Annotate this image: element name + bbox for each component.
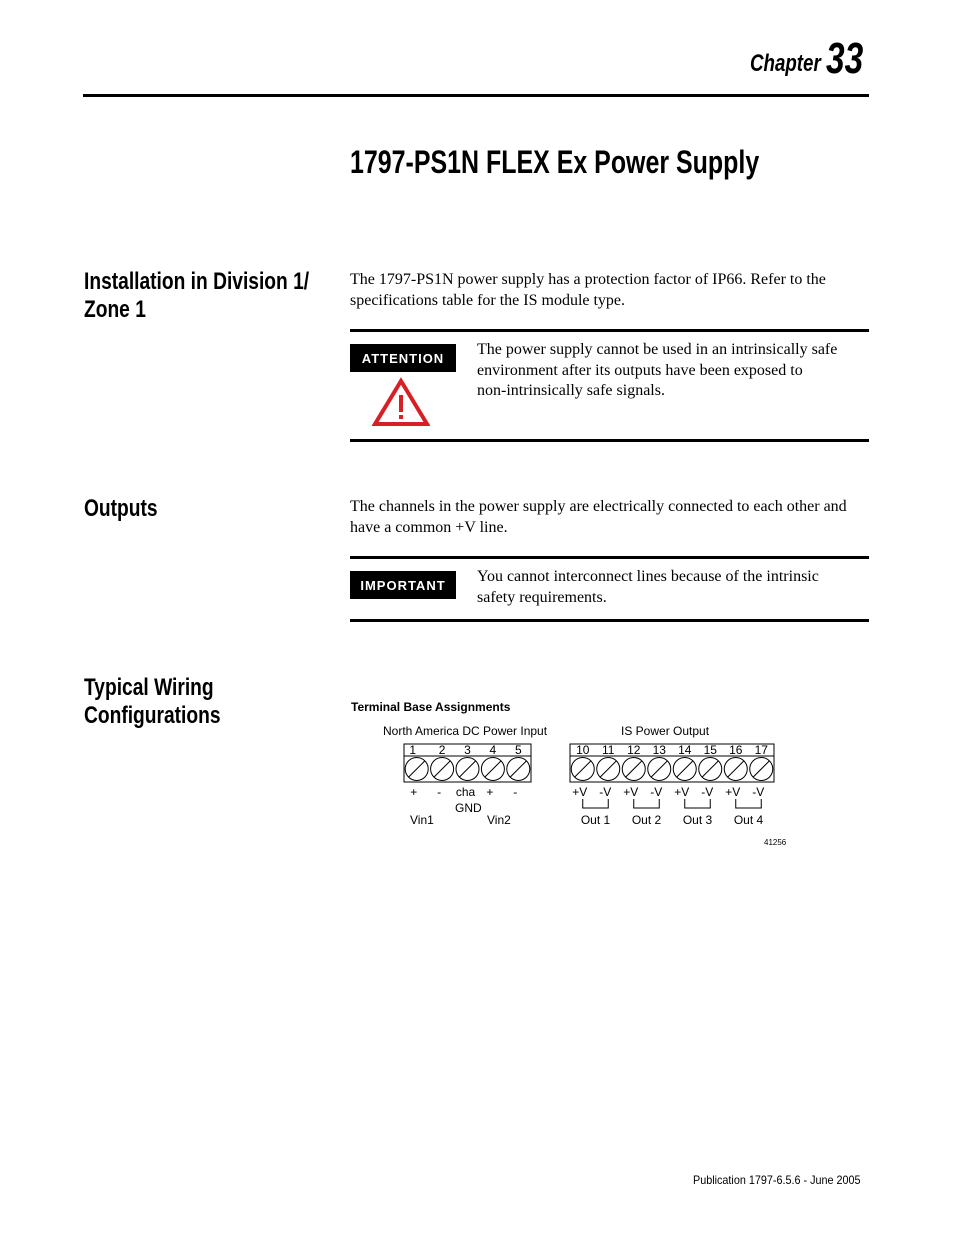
output-bracket-4 — [736, 799, 762, 808]
output-signal-8: -V — [752, 785, 765, 799]
output-terminal-screw-17 — [750, 758, 773, 781]
input-signal-extra: GND — [455, 801, 482, 815]
important-line2: safety requirements. — [477, 588, 607, 606]
installation-heading-line2: Zone 1 — [84, 296, 146, 323]
installation-heading-line1: Installation in Division 1/ — [84, 268, 310, 295]
input-group-vin1: Vin1 — [410, 813, 434, 827]
output-terminal-number-13: 13 — [652, 743, 666, 757]
output-terminal-screw-13 — [648, 758, 671, 781]
output-signal-5: +V — [674, 785, 690, 799]
input-signal-2: - — [437, 785, 442, 799]
input-signal-3: cha — [455, 785, 476, 799]
output-group-2: Out 2 — [631, 813, 662, 827]
output-terminal-number-14: 14 — [678, 743, 692, 757]
output-terminal-number-16: 16 — [729, 743, 743, 757]
input-terminal-screw-3 — [456, 758, 479, 781]
output-terminal-screw-10 — [571, 758, 594, 781]
input-signal-1: + — [410, 785, 418, 799]
input-signal-5: - — [513, 785, 518, 799]
output-terminal-number-17: 17 — [754, 743, 768, 757]
input-group-vin2: Vin2 — [487, 813, 511, 827]
chapter-number: 33 — [826, 34, 864, 83]
input-terminal-screw-4 — [481, 758, 504, 781]
input-terminal-number-5: 5 — [514, 743, 522, 757]
outputs-body-line2: have a common +V line. — [350, 518, 508, 536]
figure-id: 41256 — [764, 838, 787, 847]
output-signal-7: +V — [725, 785, 741, 799]
input-terminal-screw-1 — [405, 758, 428, 781]
output-terminal-number-11: 11 — [602, 743, 615, 757]
wiring-heading-line2: Configurations — [84, 702, 221, 729]
figure-caption: Terminal Base Assignments — [351, 700, 511, 714]
input-signal-4: + — [486, 785, 494, 799]
chapter-label: Chapter — [750, 50, 821, 77]
attention-line1: The power supply cannot be used in an intrinsically safe — [477, 341, 838, 358]
input-terminal-number-2: 2 — [438, 743, 446, 757]
attention-badge: ATTENTION — [350, 344, 456, 372]
output-terminal-screw-15 — [699, 758, 722, 781]
output-signal-3: +V — [623, 785, 639, 799]
important-line1: You cannot interconnect lines because of the intrinsic — [477, 568, 819, 585]
output-title: IS Power Output — [621, 724, 710, 738]
outputs-heading: Outputs — [84, 495, 158, 522]
output-terminal-block — [570, 743, 774, 827]
input-terminal-screw-5 — [507, 758, 530, 781]
attention-line3: non-intrinsically safe signals. — [477, 382, 665, 399]
input-terminal-number-1: 1 — [409, 743, 417, 757]
output-bracket-2 — [634, 799, 660, 808]
output-terminal-screw-11 — [597, 758, 620, 781]
output-signal-4: -V — [650, 785, 663, 799]
output-signal-2: -V — [599, 785, 612, 799]
outputs-body-line1: The channels in the power supply are electrically connected to each other and — [350, 498, 847, 515]
important-badge: IMPORTANT — [350, 571, 456, 599]
output-group-3: Out 3 — [682, 813, 713, 827]
output-terminal-number-15: 15 — [703, 743, 717, 757]
output-terminal-screw-14 — [673, 758, 696, 781]
input-terminal-block — [404, 743, 531, 827]
page-footer: Publication 1797-6.5.6 - June 2005 — [693, 1173, 861, 1187]
output-terminal-number-12: 12 — [627, 743, 641, 757]
output-bracket-3 — [685, 799, 711, 808]
output-terminal-screw-12 — [622, 758, 645, 781]
input-terminal-number-3: 3 — [464, 743, 471, 757]
attention-line2: environment after its outputs have been exposed to — [477, 361, 803, 379]
input-terminal-number-4: 4 — [489, 743, 497, 757]
output-terminal-screw-16 — [724, 758, 747, 781]
output-terminal-number-10: 10 — [576, 743, 590, 757]
output-group-1: Out 1 — [580, 813, 611, 827]
wiring-heading-line1: Typical Wiring — [84, 674, 214, 701]
output-group-4: Out 4 — [733, 813, 764, 827]
installation-body-line2: specifications table for the IS module type. — [350, 291, 626, 309]
input-terminal-screw-2 — [431, 758, 454, 781]
input-title: North America DC Power Input — [383, 724, 548, 738]
output-signal-6: -V — [701, 785, 714, 799]
output-signal-1: +V — [572, 785, 588, 799]
installation-body-line1: The 1797-PS1N power supply has a protection factor of IP66. Refer to the — [350, 271, 826, 288]
output-bracket-1 — [583, 799, 609, 808]
page-title: 1797-PS1N FLEX Ex Power Supply — [350, 144, 760, 180]
